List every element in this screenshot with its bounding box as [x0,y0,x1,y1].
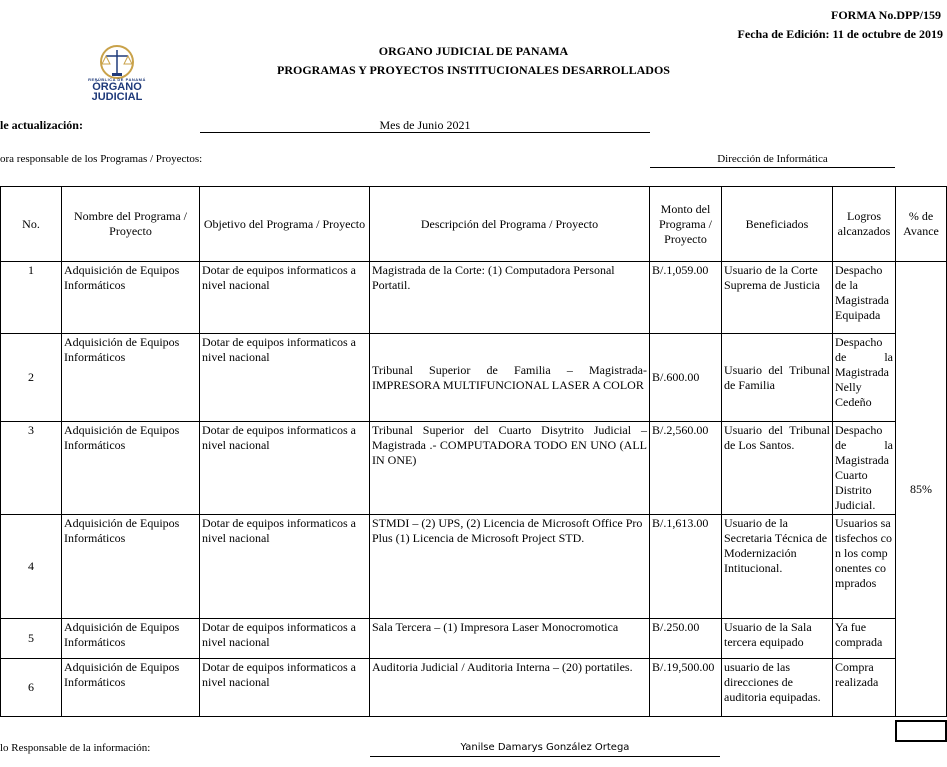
logo-organo-text: ÓRGANO [92,81,142,93]
row-no: 5 [1,619,62,659]
table-row [1,659,947,717]
progress-value: 85% [896,262,947,717]
row-beneficiaries: Usuario del Tribunal de Los Santos. [722,422,833,515]
table-row [1,262,947,334]
programs-table [0,186,947,717]
table-row [1,422,947,515]
row-no: 4 [1,515,62,619]
row-amount: B/.2,560.00 [650,422,722,515]
table-row [1,619,947,659]
header-achievements: Logros alcanzados [833,187,896,262]
row-description: Tribunal Superior de Familia – Magistrada- IMPRESORA MULTIFUNCIONAL LASER A COLOR [370,334,650,422]
row-achievements: Despacho de la Magistrada Nelly Cedeño [833,334,896,422]
row-achievements: Despacho de la Magistrada Equipada [833,262,896,334]
logo-judicial-text: JUDICIAL [91,91,143,103]
table-row [1,515,947,619]
row-achievements: Despacho de la Magistrada Cuarto Distrito Judicial. [833,422,896,515]
header-description: Descripción del Programa / Proyecto [370,187,650,262]
row-description: Tribunal Superior del Cuarto Disytrito Judicial – Magistrada .- COMPUTADORA TODO EN UNO (ALL IN ONE) [370,422,650,515]
row-beneficiaries: Usuario de la Sala tercera equipado [722,619,833,659]
form-number: FORMA No.DPP/159 [831,8,941,22]
update-label: le actualización: [0,118,83,132]
row-amount: B/.1,059.00 [650,262,722,334]
row-amount: B/.19,500.00 [650,659,722,717]
row-beneficiaries: Usuario del Tribunal de Familia [722,334,833,422]
row-description: Sala Tercera – (1) Impresora Laser Monocromotica [370,619,650,659]
row-achievements: Compra realizada [833,659,896,717]
row-achievements: Usuarios satisfechos con los componentes comprados [833,515,896,619]
row-name: Adquisición de Equipos Informáticos [62,334,200,422]
row-beneficiaries: usuario de las direcciones de auditoria equipadas. [722,659,833,717]
info-responsible-label: lo Responsable de la información: [0,742,151,754]
row-no: 1 [1,262,62,334]
row-name: Adquisición de Equipos Informáticos [62,619,200,659]
header-objective: Objetivo del Programa / Proyecto [200,187,370,262]
update-value: Mes de Junio 2021 [200,118,650,133]
row-objective: Dotar de equipos informaticos a nivel nacional [200,334,370,422]
row-beneficiaries: Usuario de la Corte Suprema de Justicia [722,262,833,334]
responsible-unit-value: Dirección de Informática [650,153,895,168]
document-title: ORGANO JUDICIAL DE PANAMA [378,44,569,58]
row-no: 6 [1,659,62,717]
header-amount: Monto del Programa / Proyecto [650,187,722,262]
header-no: No. [1,187,62,262]
row-description: Magistrada de la Corte: (1) Computadora Personal Portatil. [370,262,650,334]
table-header-row [1,187,947,262]
row-objective: Dotar de equipos informaticos a nivel nacional [200,659,370,717]
info-responsible-value: Yanilse Damarys González Ortega [370,742,720,757]
row-amount: B/.250.00 [650,619,722,659]
row-description: Auditoria Judicial / Auditoria Interna – (20) portatiles. [370,659,650,717]
row-no: 2 [1,334,62,422]
row-description: STMDI – (2) UPS, (2) Licencia de Microsoft Office Pro Plus (1) Licencia de Microsoft Project STD. [370,515,650,619]
header-beneficiaries: Beneficiados [722,187,833,262]
row-no: 3 [1,422,62,515]
row-amount: B/.1,613.00 [650,515,722,619]
logo-country-text: REPÚBLICA DE PANAMÁ [88,77,146,82]
row-objective: Dotar de equipos informaticos a nivel nacional [200,619,370,659]
header-progress: % de Avance [896,187,947,262]
row-name: Adquisición de Equipos Informáticos [62,262,200,334]
row-name: Adquisición de Equipos Informáticos [62,659,200,717]
table-row [1,334,947,422]
row-achievements: Ya fue comprada [833,619,896,659]
row-name: Adquisición de Equipos Informáticos [62,422,200,515]
edition-date: Fecha de Edición: 11 de octubre de 2019 [737,27,943,41]
row-objective: Dotar de equipos informaticos a nivel nacional [200,262,370,334]
row-name: Adquisición de Equipos Informáticos [62,515,200,619]
row-objective: Dotar de equipos informaticos a nivel nacional [200,422,370,515]
selected-cell-box [895,720,947,742]
header-name: Nombre del Programa / Proyecto [62,187,200,262]
document-subtitle: PROGRAMAS Y PROYECTOS INSTITUCIONALES DESARROLLADOS [277,63,670,77]
row-amount: B/.600.00 [650,334,722,422]
row-objective: Dotar de equipos informaticos a nivel nacional [200,515,370,619]
row-beneficiaries: Usuario de la Secretaria Técnica de Modernización Intitucional. [722,515,833,619]
responsible-unit-label: ora responsable de los Programas / Proyectos: [0,153,203,165]
